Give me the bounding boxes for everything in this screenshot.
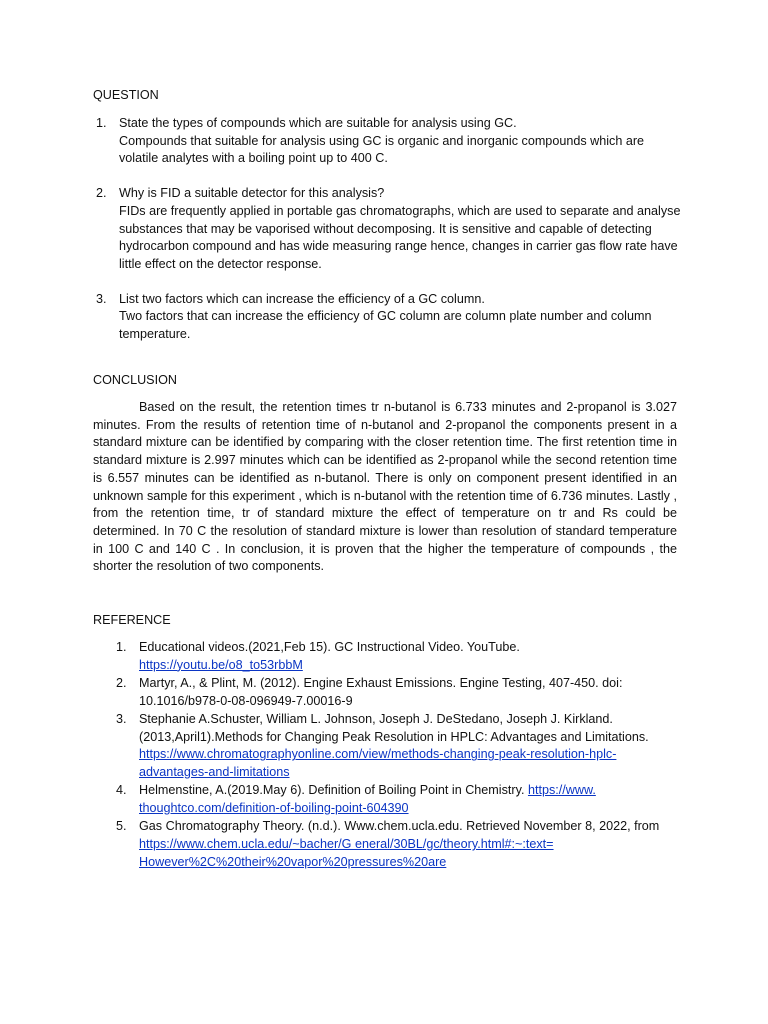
reference-link[interactable]: https://youtu.be/o8_to53rbbM — [139, 657, 303, 672]
conclusion-heading: CONCLUSION — [93, 373, 177, 387]
reference-item-4 — [116, 782, 676, 817]
question-number: 3. — [96, 291, 107, 306]
answer-text: FIDs are frequently applied in portable gas chromatographs, which are used to separate and analyse substances that may be vaporised without decomposing. It is sensitive and capable of detecting hydrocarbon compound and has wide measuring range hence, changes in carrier gas flow rate have little effect on the detector response. — [119, 203, 681, 271]
reference-text: Educational videos.(2021,Feb 15). GC Instructional Video. YouTube. — [139, 640, 520, 654]
reference-number: 1. — [116, 640, 127, 654]
reference-number: 3. — [116, 712, 127, 726]
question-item-2 — [93, 185, 683, 274]
reference-heading: REFERENCE — [93, 613, 171, 627]
answer-text: Two factors that can increase the efficiency of GC column are column plate number and column temperature. — [119, 309, 652, 342]
reference-link[interactable]: https://www.chromatographyonline.com/view/methods-changing-peak-resolution-hplc-advantages-and-limitations — [139, 747, 617, 780]
question-text: State the types of compounds which are suitable for analysis using GC. — [119, 116, 517, 130]
question-item-3 — [93, 291, 683, 344]
reference-number: 5. — [116, 819, 127, 834]
reference-list — [116, 639, 676, 872]
question-heading: QUESTION — [93, 88, 159, 102]
reference-number: 4. — [116, 783, 127, 798]
reference-link[interactable]: https://www.chem.ucla.edu/~bacher/G eneral/30BL/gc/theory.html#:~:text= However%2C%20their%20vapor%20pressures%20are — [139, 837, 554, 869]
reference-text: Stephanie A.Schuster, William L. Johnson, Joseph J. DeStedano, Joseph J. Kirkland. (2013,April1).Methods for Changing Peak Resolution in HPLC: Advantages and Limitations. — [139, 712, 649, 744]
question-number: 2. — [96, 186, 107, 201]
reference-text: Helmenstine, A.(2019.May 6). Definition of Boiling Point in Chemistry. — [139, 783, 525, 798]
question-item-1 — [93, 115, 683, 168]
reference-text: Gas Chromatography Theory. (n.d.). Www.chem.ucla.edu. Retrieved November 8, 2022, from — [139, 819, 660, 834]
reference-item-2 — [116, 675, 676, 710]
reference-item-1 — [116, 639, 676, 674]
reference-text: Martyr, A., & Plint, M. (2012). Engine Exhaust Emissions. Engine Testing, 407-450. doi: 10.1016/b978-0-08-096949-7.00016-9 — [139, 676, 623, 708]
reference-item-5 — [116, 818, 676, 871]
reference-item-3 — [116, 711, 676, 782]
conclusion-paragraph: Based on the result, the retention times tr n-butanol is 6.733 minutes and 2-propanol is 3.027 minutes. From the results of retention time of n-butanol and 2-propanol the components present in a standard mixture can be identified by comparing with the closer retention time. The first retention time in standard mixture is 2.997 minutes which can be identified as 2-propanol while the second retention time is 6.557 minutes can be identified as n-butanol. There is only on component present identified in an unknown sample for this experiment , which is n-butanol with the retention time of 6.736 minutes. Lastly , from the retention time, tr of standard mixture the effect of temperature on tr and Rs could be determined. In 70 C the resolution of standard mixture is lower than resolution of standard temperature in 100 C and 140 C . In conclusion, it is proven that the higher the temperature of compounds , the shorter the resolution of two components. — [93, 400, 677, 574]
question-text: List two factors which can increase the efficiency of a GC column. — [119, 291, 485, 306]
answer-text: Compounds that suitable for analysis using GC is organic and inorganic compounds which are volatile analytes with a boiling point up to 400 C. — [119, 133, 645, 166]
question-text: Why is FID a suitable detector for this analysis? — [119, 186, 385, 201]
question-number: 1. — [96, 116, 107, 130]
reference-number: 2. — [116, 676, 127, 690]
reference-link[interactable]: https://www. thoughtco.com/definition-of-boiling-point-604390 — [139, 783, 596, 816]
question-list — [93, 115, 683, 344]
